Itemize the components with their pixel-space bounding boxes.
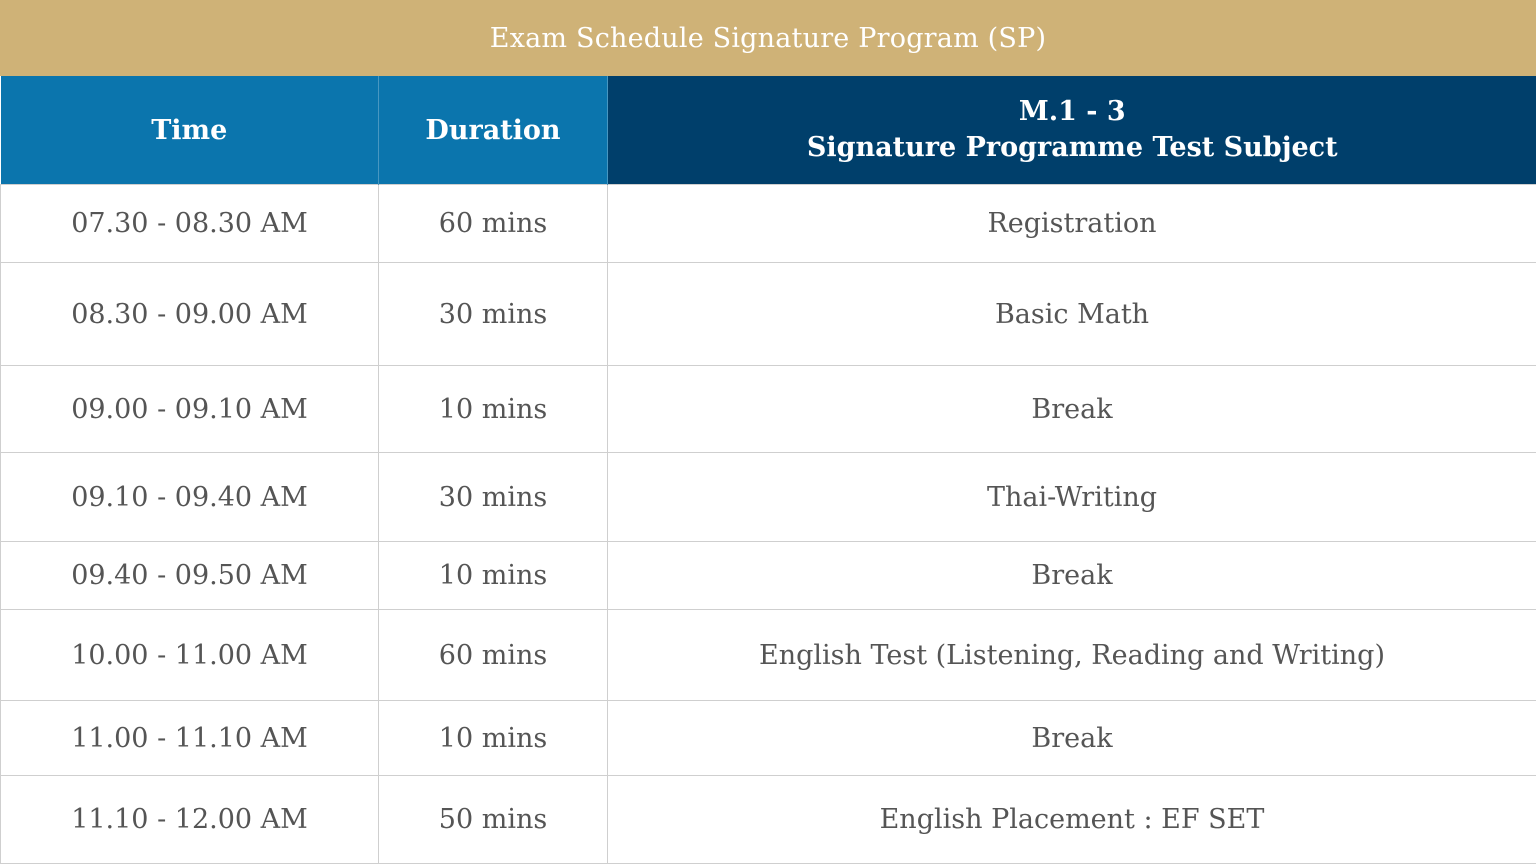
duration-cell: 10 mins bbox=[379, 701, 608, 776]
table-row bbox=[1, 542, 1536, 610]
subject-cell: Break bbox=[608, 701, 1536, 776]
subject-cell: English Placement : EF SET bbox=[608, 776, 1536, 864]
subject-cell: Thai-Writing bbox=[608, 453, 1536, 542]
duration-cell: 60 mins bbox=[379, 610, 608, 701]
time-cell: 10.00 - 11.00 AM bbox=[1, 610, 379, 701]
subject-cell: Registration bbox=[608, 185, 1536, 263]
time-cell: 09.40 - 09.50 AM bbox=[1, 542, 379, 610]
header-subject-title: Signature Programme Test Subject bbox=[806, 132, 1338, 163]
header-subject-grade: M.1 - 3 bbox=[1018, 96, 1126, 127]
time-cell: 08.30 - 09.00 AM bbox=[1, 263, 379, 366]
duration-cell: 30 mins bbox=[379, 453, 608, 542]
duration-cell: 10 mins bbox=[379, 366, 608, 453]
table-row bbox=[1, 366, 1536, 453]
table-row bbox=[1, 185, 1536, 263]
subject-cell: Break bbox=[608, 542, 1536, 610]
time-cell: 07.30 - 08.30 AM bbox=[1, 185, 379, 263]
subject-cell: Basic Math bbox=[608, 263, 1536, 366]
time-cell: 11.00 - 11.10 AM bbox=[1, 701, 379, 776]
duration-cell: 30 mins bbox=[379, 263, 608, 366]
time-cell: 09.00 - 09.10 AM bbox=[1, 366, 379, 453]
header-duration: Duration bbox=[379, 76, 608, 185]
schedule-table bbox=[0, 76, 1536, 864]
table-row bbox=[1, 701, 1536, 776]
time-cell: 09.10 - 09.40 AM bbox=[1, 453, 379, 542]
schedule-title: Exam Schedule Signature Program (SP) bbox=[0, 0, 1536, 76]
subject-cell: English Test (Listening, Reading and Writing) bbox=[608, 610, 1536, 701]
subject-cell: Break bbox=[608, 366, 1536, 453]
time-cell: 11.10 - 12.00 AM bbox=[1, 776, 379, 864]
duration-cell: 10 mins bbox=[379, 542, 608, 610]
duration-cell: 50 mins bbox=[379, 776, 608, 864]
table-row bbox=[1, 453, 1536, 542]
table-row bbox=[1, 610, 1536, 701]
table-row bbox=[1, 263, 1536, 366]
duration-cell: 60 mins bbox=[379, 185, 608, 263]
header-row bbox=[1, 76, 1536, 185]
table-row bbox=[1, 776, 1536, 864]
header-time: Time bbox=[1, 76, 379, 185]
header-subject bbox=[608, 76, 1536, 185]
